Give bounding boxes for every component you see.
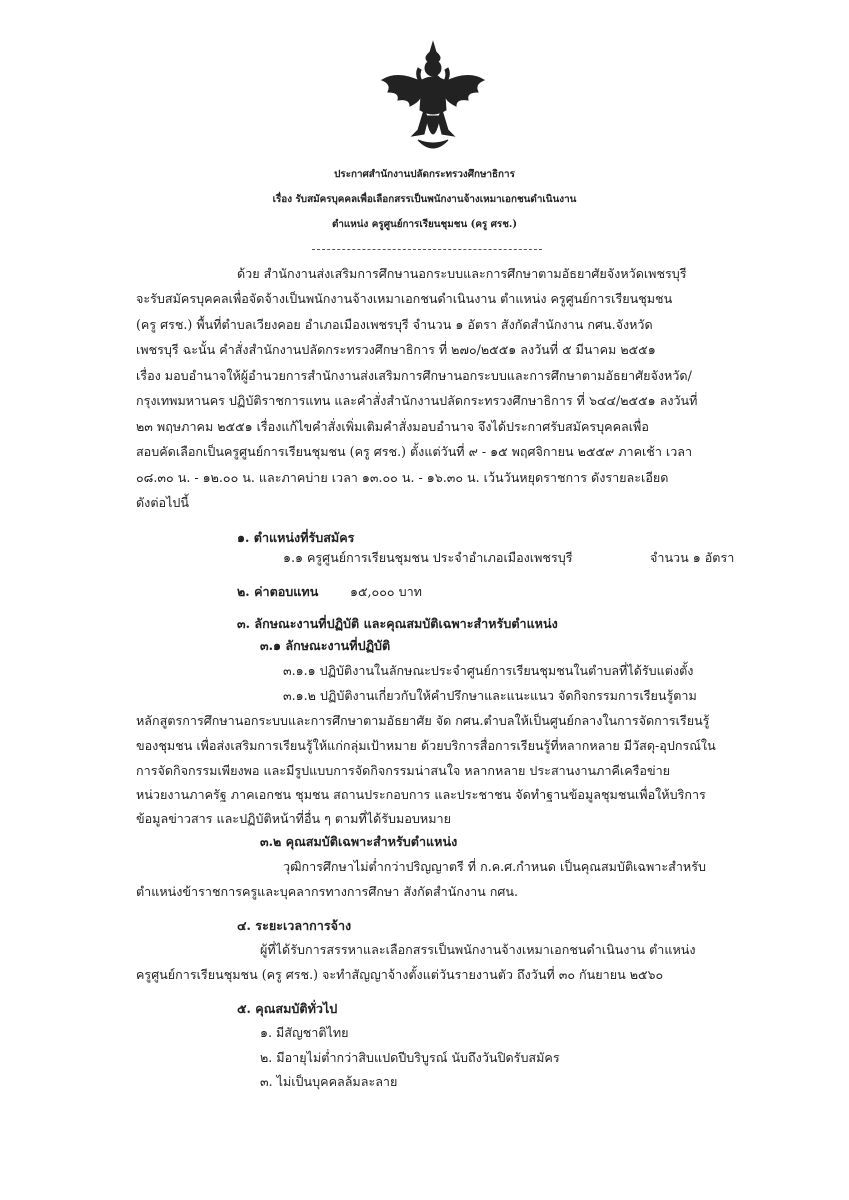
section3-sub2-line2: ตำแหน่งข้าราชการครูและบุคลากรทางการศึกษา สังกัดสำนักงาน กศน. (136, 884, 519, 899)
intro-line-6: กรุงเทพมหานคร ปฏิบัติราชการแทน และคำสั่งสำนักงานปลัดกระทรวงศึกษาธิการ ที่ ๖๔๔/๒๕๕๑ ลงวันที่ (136, 393, 698, 408)
section2-heading: ๒. ค่าตอบแทน (237, 584, 319, 599)
section5-item-3: ๓. ไม่เป็นบุคคลล้มละลาย (260, 1074, 398, 1089)
intro-line-7: ๒๓ พฤษภาคม ๒๕๕๑ เรื่องแก้ไขคำสั่งเพิ่มเติมคำสั่งมอบอำนาจ จึงได้ประกาศรับสมัครบุคคลเพื่อ (136, 419, 649, 434)
section1-count: จำนวน ๑ อัตรา (650, 550, 735, 565)
section1-item: ๑.๑ ครูศูนย์การเรียนชุมชน ประจำอำเภอเมืองเพชรบุรี (283, 550, 573, 565)
title-line-2: เรื่อง รับสมัครบุคคลเพื่อเลือกสรรเป็นพนักงานจ้างเหมาเอกชนดำเนินงาน (272, 194, 577, 205)
title-line-3: ตำแหน่ง ครูศูนย์การเรียนชุมชน (ครู ศรช.) (331, 219, 518, 230)
section1-heading: ๑. ตำแหน่งที่รับสมัคร (237, 530, 355, 545)
title-divider (312, 249, 542, 250)
section3-item2-line6: ข้อมูลข่าวสาร และปฏิบัติหน้าที่อื่น ๆ ตามที่ได้รับมอบหมาย (136, 811, 451, 826)
title-line-1: ประกาศสำนักงานปลัดกระทรวงศึกษาธิการ (334, 169, 515, 180)
section4-line1: ผู้ที่ได้รับการสรรหาและเลือกสรรเป็นพนักงานจ้างเหมาเอกชนดำเนินงาน ตำแหน่ง (260, 942, 696, 957)
intro-line-2: จะรับสมัครบุคคลเพื่อจัดจ้างเป็นพนักงานจ้างเหมาเอกชนดำเนินงาน ตำแหน่ง ครูศูนย์การเรียนชุมชน (136, 291, 673, 306)
section3-item2-line2: หลักสูตรการศึกษานอกระบบและการศึกษาตามอัธยาศัย จัด กศน.ตำบลให้เป็นศูนย์กลางในการจัดการเรียนรู้ (136, 713, 710, 728)
intro-line-3: (ครู ศรช.) พื้นที่ตำบลเวียงคอย อำเภอเมืองเพชรบุรี จำนวน ๑ อัตรา สังกัดสำนักงาน กศน.จังหวัด (136, 317, 653, 332)
section3-item2-line5: หน่วยงานภาครัฐ ภาคเอกชน ชุมชน สถานประกอบการ และประชาชน จัดทำฐานข้อมูลชุมชนเพื่อให้บริการ (136, 787, 706, 802)
garuda-emblem-icon (378, 40, 488, 156)
section5-item-1: ๑. มีสัญชาติไทย (260, 1025, 349, 1040)
section4-line2: ครูศูนย์การเรียนชุมชน (ครู ศรช.) จะทำสัญญาจ้างตั้งแต่วันรายงานตัว ถึงวันที่ ๓๐ กันยายน ๒๕๖๐ (136, 967, 664, 982)
section3-sub1-heading: ๓.๑ ลักษณะงานที่ปฏิบัติ (260, 638, 391, 653)
section3-sub2-line1: วุฒิการศึกษาไม่ต่ำกว่าปริญญาตรี ที่ ก.ค.ศ.กำหนด เป็นคุณสมบัติเฉพาะสำหรับ (283, 859, 706, 874)
section3-item1: ๓.๑.๑ ปฏิบัติงานในลักษณะประจำศูนย์การเรียนชุมชนในตำบลที่ได้รับแต่งตั้ง (283, 663, 694, 678)
intro-line-1: ด้วย สำนักงานส่งเสริมการศึกษานอกระบบและการศึกษาตามอัธยาศัยจังหวัดเพชรบุรี (237, 266, 687, 281)
intro-line-9: ๐๘.๓๐ น. - ๑๒.๐๐ น. และภาคบ่าย เวลา ๑๓.๐๐ น. - ๑๖.๓๐ น. เว้นวันหยุดราชการ ดังรายละเอียด (136, 470, 669, 485)
section5-heading: ๕. คุณสมบัติทั่วไป (237, 1001, 338, 1016)
section3-item2-line4: การจัดกิจกรรมเพียงพอ และมีรูปแบบการจัดกิจกรรมน่าสนใจ หลากหลาย ประสานงานภาคีเครือข่าย (136, 763, 671, 778)
section3-heading: ๓. ลักษณะงานที่ปฏิบัติ และคุณสมบัติเฉพาะสำหรับตำแหน่ง (237, 616, 558, 631)
section5-item-2: ๒. มีอายุไม่ต่ำกว่าสิบแปดปีบริบูรณ์ นับถึงวันปิดรับสมัคร (260, 1050, 560, 1065)
intro-line-10: ดังต่อไปนี้ (136, 495, 190, 510)
intro-line-8: สอบคัดเลือกเป็นครูศูนย์การเรียนชุมชน (ครู ศรช.) ตั้งแต่วันที่ ๙ - ๑๕ พฤศจิกายน ๒๕๕๙ ภาคเช้า เวลา (136, 444, 693, 459)
section2-value: ๑๕,๐๐๐ บาท (350, 584, 422, 599)
document-title (0, 162, 849, 237)
section3-item2-line3: ของชุมชน เพื่อส่งเสริมการเรียนรู้ให้แก่กลุ่มเป้าหมาย ด้วยบริการสื่อการเรียนรู้ที่หลากหลาย มีวัสดุ-อุปกรณ์ใน (136, 738, 716, 753)
section3-item2-line1: ๓.๑.๒ ปฏิบัติงานเกี่ยวกับให้คำปรึกษาและแนะแนว จัดกิจกรรมการเรียนรู้ตาม (283, 688, 697, 703)
intro-line-4: เพชรบุรี ฉะนั้น คำสั่งสำนักงานปลัดกระทรวงศึกษาธิการ ที่ ๒๗๐/๒๕๕๑ ลงวันที่ ๕ มีนาคม ๒๕๕๑ (136, 342, 656, 357)
intro-line-5: เรื่อง มอบอำนาจให้ผู้อำนวยการสำนักงานส่งเสริมการศึกษานอกระบบและการศึกษาตามอัธยาศัยจังหวัด/ (136, 368, 692, 383)
section4-heading: ๔. ระยะเวลาการจ้าง (237, 918, 352, 933)
section3-sub2-heading: ๓.๒ คุณสมบัติเฉพาะสำหรับตำแหน่ง (260, 834, 458, 849)
